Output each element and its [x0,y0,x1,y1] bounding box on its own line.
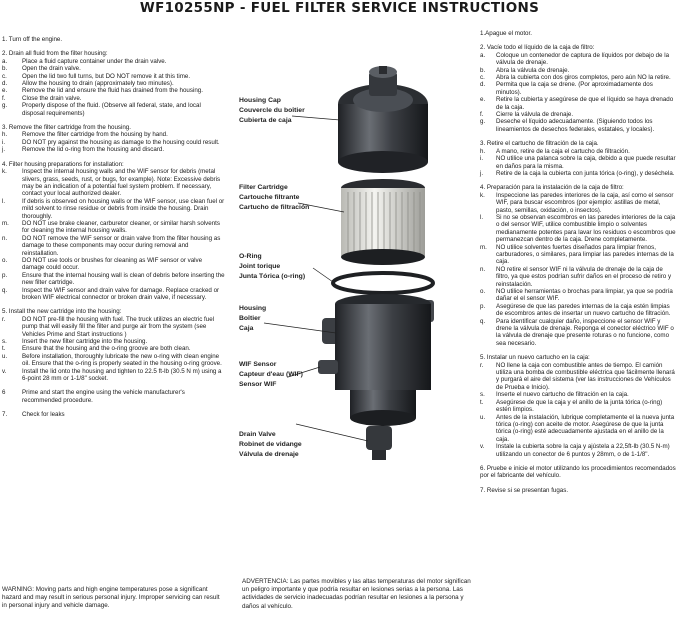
warning-english: WARNING: Moving parts and high engine temperatures pose a significant hazard and may result in serious personal injury. Improper servicing can result in personal injury and vehicle damage. [2,586,220,610]
item-letter: 7. [2,411,8,419]
item-letter: c. [2,72,7,80]
item-text: NO llene la caja con combustible antes de tiempo. El camión utiliza una bomba de combustible eléctrica que fácilmente llenará y purgará el aire del sistema (ver las instrucciones de Vehículos de Prueba e Inicio). [496,361,675,391]
item-text: Insert the new filter cartridge into the housing. [22,338,148,346]
item-text: A mano, retire de la caja el cartucho de filtración. [496,147,630,155]
item-letter: k. [480,191,485,199]
item-letter: i. [480,155,484,163]
item-text: Retire de la caja la cubierta con junta tórica (o-ring), y deséchela. [496,169,675,177]
item-text: NO utilice solventes fuertes diseñados para limpiar frenos, carburadores, o similares, para limpiar las paredes internas de la caja. [496,243,674,266]
item-text: Abra la válvula de drenaje. [496,66,570,74]
item-letter: f. [2,94,6,102]
item-text: DO NOT pry against the housing as damage to the housing could result. [22,138,220,146]
item-text: Antes de la instalación, lubrique completamente el la nueva junta tórica (o-ring) con aceite de motor. Asegúrese de que la junta tórica (o-ring) esté adecuadamente ajustada en el anillo de la caja. [496,413,675,443]
item-letter: d. [2,80,8,88]
item-text: Allow the housing to drain (approximately two minutes). [22,80,174,88]
step-heading: 7. Revise si se presentan fugas. [480,486,569,494]
item-letter: k. [2,168,7,176]
item-letter: o. [2,256,8,264]
item-text: Inserte el nuevo cartucho de filtración en la caja. [496,391,629,399]
item-text: DO NOT remove the WIF sensor or drain valve from the filter housing as damage to these components may occur during removal and reinstallation. [22,234,221,257]
warning-spanish: ADVERTENCIA: Las partes movibles y las altas temperaturas del motor significan un peligro importante y que podría resultar en lesiones serias a la persona. Las actividades de servicio inadecuadas podrían resultar en lesiones a la persona y daños al vehículo. [242,578,471,610]
item-letter: d. [480,81,486,89]
item-text: Coloque un contenedor de captura de líquidos por debajo de la válvula de drenaje. [496,51,670,67]
item-letter: q. [480,317,486,325]
item-text: Open the lid two full turns, but DO NOT remove it at this time. [22,72,191,80]
item-text: Place a fluid capture container under the drain valve. [22,57,167,65]
item-letter: t. [480,398,484,406]
item-letter: b. [480,66,486,74]
item-text: Check for leaks [22,411,65,419]
o-ring-drawing [333,273,433,293]
item-letter: r. [480,361,484,369]
item-letter: a. [2,57,8,65]
item-letter: l. [480,213,484,221]
item-text: Permita que la caja se drene. (Por aproximadamente dos minutos). [496,81,653,96]
item-text: NO utilice herramientas o brochas para limpiar, ya que se podría dañar el el sensor WIF. [496,288,673,303]
item-letter: u. [480,413,486,421]
item-letter: j. [480,169,484,177]
item-letter: l. [2,197,6,205]
item-text: Asegúrese de que la caja y el anillo de la junta tórica (o-ring) estén limpios. [496,398,663,414]
item-letter: m. [480,243,487,251]
item-text: Si no se observan escombros en las paredes interiores de la caja o del sensor WIF, utilice combustible limpio o solventes medianamente potentes para lavar los residuos o escombros que permanezcan dentro de la caja. Drene completamente. [496,213,676,244]
item-text: DO NOT use brake cleaner, carburetor cleaner, or similar harsh solvents for cleaning the internal housing walls. [22,219,220,235]
page-title: WF10255NP - FUEL FILTER SERVICE INSTRUCTIONS [139,0,540,16]
item-text: Retire la cubierta y asegúrese de que el líquido se haya drenado de la caja. [496,96,674,111]
item-text: If debris is observed on housing walls or the WIF sensor, use clean fuel or mild solvent to rinse residue or debris from inside the housing. Drain thoroughly. [22,197,225,220]
item-letter: g. [2,102,8,110]
step-heading: 5. Instalar un nuevo cartucho en la caja: [480,354,590,362]
item-letter: i. [2,138,6,146]
item-letter: v. [480,443,485,451]
item-text: DO NOT pre-fill the housing with fuel. The truck utilizes an electric fuel pump that will easily fill the filter and purge air from the system (see Vehicles Prime and Start instructions ) [22,315,215,338]
step-heading: 1.Apague el motor. [480,30,532,37]
item-text: Para identificar cualquier daño, inspeccione el sensor WIF y drene la válvula de drenaje. Reponga el conector eléctrico WIF o la válvula de drenaje que presente roturas o no funcione, como sea necesario. [496,317,674,347]
item-letter: p. [480,302,486,310]
item-letter: t. [2,345,6,353]
item-letter: p. [2,271,8,279]
item-text: Close the drain valve. [22,94,82,102]
item-letter: h. [480,147,486,155]
item-text: Ensure that the internal housing wall is clean of debris before inserting the new filter cartridge. [22,271,225,287]
label-drain-valve: Drain Valve Robinet de vidange Válvula de drenaje [239,431,302,458]
item-text: Asegúrese de que las paredes internas de la caja estén limpias de escombros antes de insertar un nuevo cartucho de filtración. [496,302,671,318]
item-letter: m. [2,219,9,227]
item-text: Ensure that the housing and the o-ring groove are both clean. [22,345,191,353]
item-text: NO retire el sensor WIF ni la válvula de drenaje de la caja de filtro, ya que estos podrían sufrir daños en el proceso de retiro y reinstalación. [496,265,672,288]
item-letter: g. [480,118,486,126]
item-text: Prime and start the engine using the vehicle manufacturer's recommended procedure. [22,389,185,404]
step-heading: 3. Remove the filter cartridge from the housing. [2,124,131,132]
label-filter-cartridge: Filter Cartridge Cartouche filtrante Cartucho de filtración [239,184,310,211]
item-letter: r. [2,315,6,323]
item-letter: e. [480,96,486,104]
item-text: Properly dispose of the fluid. (Observe all federal, state, and local disposal requirements) [22,102,201,117]
label-housing: Housing Boîtier Caja [239,305,267,332]
step-heading: 2. Vacíe todo el líquido de la caja de filtro: [480,44,595,52]
housing-drawing [318,294,434,460]
item-text: DO NOT use tools or brushes for cleaning as WIF sensor or valve damage could occur. [22,256,203,272]
item-letter: o. [480,288,486,295]
item-text: Instale la cubierta sobre la caja y ajústela a 22,5ft-lb (30.5 N-m) utilizando un conector de 6 puntos y 28mm, o de 1-1/8". [496,443,670,458]
label-wif-sensor: WIF Sensor Capteur d'eau (WIF) Sensor WIF [239,361,303,388]
item-text: Deseche el líquido adecuadamente. (Siguiendo todos los lineamientos de desechos federales, estatales, y locales). [496,118,655,133]
item-letter: n. [480,265,486,273]
housing-cap-drawing [338,66,428,173]
step-heading: 3. Retire el cartucho de filtración de la caja. [480,140,599,148]
label-o-ring: O-Ring Joint torique Junta Tórica (o-ring) [239,253,306,280]
item-letter: h. [2,131,8,139]
item-letter: s. [480,391,485,399]
item-letter: e. [2,87,8,95]
step-heading: 4. Filter housing preparations for installation: [2,160,124,168]
item-letter: j. [2,146,6,154]
item-letter: s. [2,338,7,346]
item-text: Abra la cubierta con dos giros completos, pero aún NO la retire. [496,74,671,82]
item-text: Remove the lid o-ring from the housing and discard. [22,146,165,154]
item-text: Cierre la válvula de drenaje. [496,111,574,119]
step-heading: 1. Turn off the engine. [2,36,63,43]
filter-cartridge-drawing [341,179,425,265]
item-text: Remove the filter cartridge from the housing by hand. [22,131,168,139]
item-text: Before installation, thoroughly lubricate the new o-ring with clean engine oil. Ensure that the o-ring is properly seated in the housing o-ring groove. [22,352,222,368]
item-letter: a. [480,51,486,59]
item-letter: q. [2,286,8,294]
item-text: Inspect the internal housing walls and the WIF sensor for debris (metal slivers, grass, seeds, rust, or bugs, for example). Note: Excessive debris may be an indication of a potential fuel system problem. If necessary, contact your local authorized dealer. [22,168,221,198]
item-letter: c. [480,74,485,82]
label-housing-cap: Housing Cap Couvercle du boîtier Cubierta de caja [239,97,305,124]
item-letter: n. [2,234,8,242]
step-heading: 6. Pruebe e inicie el motor utilizando los procedimientos recomendados por el fabricante del vehículo. [480,464,676,480]
step-heading: 2. Drain all fluid from the filter housing: [2,50,108,58]
step-heading: 5. Install the new cartridge into the housing: [2,308,122,316]
item-text: Remove the lid and ensure the fluid has drained from the housing. [22,87,203,95]
item-text: Open the drain valve. [22,65,81,73]
item-letter: v. [2,367,7,375]
item-letter: u. [2,352,8,360]
item-text: Inspect the WIF sensor and drain valve for damage. Replace cracked or broken WIF electrical connector or broken drain valve, if necessary. [22,286,220,301]
item-letter: 6 [2,389,6,397]
item-text: Install the lid onto the housing and tighten to 22.5 ft-lb (30.5 N m) using a 6-point 28 mm or 1-1/8" socket. [22,367,222,383]
item-letter: f. [480,111,484,119]
step-heading: 4. Preparación para la instalación de la caja de filtro: [480,184,624,192]
item-letter: b. [2,65,8,73]
item-text: NO utilice una palanca sobre la caja, debido a que puede resultar en daños para la misma. [496,155,676,170]
item-text: Inspeccione las paredes interiores de la caja, así como el sensor WIF, para buscar escombros (por ejemplo: astillas de metal, pasto, semillas, oxidación, o insectos). [496,191,674,214]
